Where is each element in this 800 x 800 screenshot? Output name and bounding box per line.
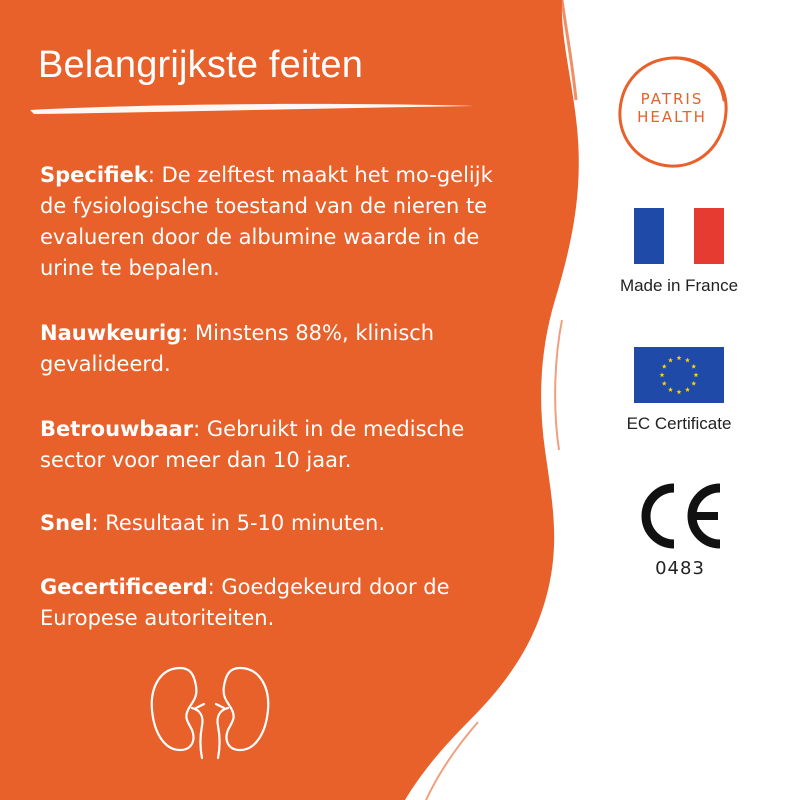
fact-text: : Minstens 88%, klinisch gevalideerd. <box>40 321 435 376</box>
made-in-france-caption: Made in France <box>619 276 739 295</box>
eu-star-icon <box>677 389 682 394</box>
fact-key: Gecertificeerd <box>40 575 208 599</box>
eu-flag-icon <box>634 347 724 403</box>
eu-star-icon <box>691 364 696 369</box>
eu-star-icon <box>691 381 696 386</box>
ec-certificate-caption: EC Certificate <box>626 414 732 433</box>
fact-gecertificeerd <box>40 572 520 634</box>
flag-stripe-red <box>694 208 724 264</box>
eu-star-icon <box>685 358 690 363</box>
fact-betrouwbaar <box>40 414 520 476</box>
patris-health-logo <box>614 90 730 126</box>
eu-star-icon <box>662 364 667 369</box>
eu-star-icon <box>668 387 673 392</box>
fact-key: Specifiek <box>40 163 148 187</box>
eu-star-icon <box>668 358 673 363</box>
fact-text: : Goedgekeurd door de Europese autoriteiten. <box>40 575 450 630</box>
fact-text: : Resultaat in 5-10 minuten. <box>91 511 386 535</box>
fact-text: : Gebruikt in de medische sector voor meer dan 10 jaar. <box>40 417 465 472</box>
fact-key: Betrouwbaar <box>40 417 194 441</box>
fact-specifiek <box>40 160 520 284</box>
kidneys-icon <box>140 660 280 760</box>
fact-text: : De zelftest maakt het mo-gelijk de fysiologische toestand van de nieren te evalueren door de albumine waarde in de urine te bepalen. <box>40 163 493 280</box>
fact-key: Nauwkeurig <box>40 321 182 345</box>
flag-stripe-blue <box>634 208 664 264</box>
france-flag-icon <box>634 208 724 264</box>
eu-star-icon <box>694 372 699 377</box>
page-title: Belangrijkste feiten <box>38 44 364 86</box>
flag-stripe-white <box>664 208 694 264</box>
title-underline-stroke <box>28 100 478 116</box>
fact-snel <box>40 508 520 539</box>
ce-notified-body-number: 0483 <box>655 558 705 579</box>
fact-nauwkeurig <box>40 318 520 380</box>
fact-key: Snel <box>40 511 92 535</box>
eu-star-icon <box>685 387 690 392</box>
logo-line-2: HEALTH <box>637 108 707 126</box>
eu-star-icon <box>660 372 665 377</box>
eu-star-icon <box>662 381 667 386</box>
logo-line-1: PATRIS <box>640 90 704 108</box>
eu-star-icon <box>677 355 682 360</box>
ce-mark-icon <box>634 482 726 550</box>
eu-stars-icon <box>634 347 724 403</box>
